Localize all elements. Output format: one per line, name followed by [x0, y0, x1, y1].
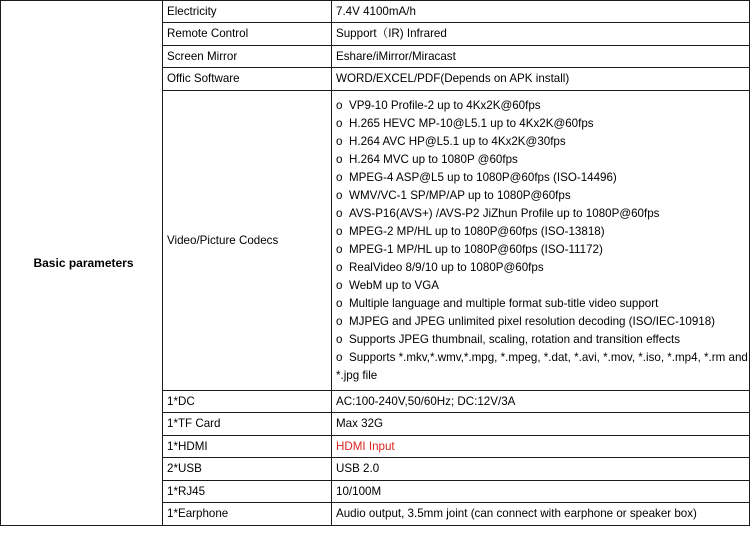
row-value: 7.4V 4100mA/h: [332, 1, 750, 23]
list-item: [336, 349, 749, 385]
list-item: [336, 313, 749, 331]
row-label: Electricity: [163, 1, 332, 23]
list-item: [336, 187, 749, 205]
row-label: 1*RJ45: [163, 481, 332, 503]
bullet-icon: o: [336, 278, 343, 292]
bullet-icon: o: [336, 206, 343, 220]
list-item: [336, 241, 749, 259]
bullet-icon: o: [336, 152, 343, 166]
row-label: 1*Earphone: [163, 503, 332, 526]
codec-text: H.264 MVC up to 1080P @60fps: [349, 152, 518, 166]
bullet-icon: o: [336, 224, 343, 238]
bullet-icon: o: [336, 260, 343, 274]
list-item: [336, 295, 749, 313]
row-label: Screen Mirror: [163, 46, 332, 68]
table-row: [1, 1, 750, 23]
row-value: 10/100M: [332, 481, 750, 503]
list-item: [336, 169, 749, 187]
codec-text: H.265 HEVC MP-10@L5.1 up to 4Kx2K@60fps: [349, 116, 594, 130]
row-label: 2*USB: [163, 458, 332, 481]
codec-text: Supports *.mkv,*.wmv,*.mpg, *.mpeg, *.dat, *.avi, *.mov, *.iso, *.mp4, *.rm and *.jpg file: [336, 350, 748, 382]
bullet-icon: o: [336, 116, 343, 130]
list-item: [336, 223, 749, 241]
list-item: [336, 259, 749, 277]
row-label: 1*HDMI: [163, 436, 332, 458]
codec-text: Supports JPEG thumbnail, scaling, rotation and transition effects: [349, 332, 681, 346]
codec-text: MPEG-4 ASP@L5 up to 1080P@60fps (ISO-14496): [349, 170, 617, 184]
codecs-cell: [332, 91, 750, 391]
row-value: Eshare/iMirror/Miracast: [332, 46, 750, 68]
bullet-icon: o: [336, 134, 343, 148]
list-item: [336, 331, 749, 349]
row-value: HDMI Input: [332, 436, 750, 458]
codec-text: Multiple language and multiple format sub-title video support: [349, 296, 659, 310]
row-label: Offic Software: [163, 68, 332, 91]
codec-text: AVS-P16(AVS+) /AVS-P2 JiZhun Profile up to 1080P@60fps: [349, 206, 660, 220]
bullet-icon: o: [336, 170, 343, 184]
codec-text: MPEG-1 MP/HL up to 1080P@60fps (ISO-11172): [349, 242, 603, 256]
codec-text: WebM up to VGA: [349, 278, 439, 292]
bullet-icon: o: [336, 332, 343, 346]
codec-text: RealVideo 8/9/10 up to 1080P@60fps: [349, 260, 544, 274]
list-item: [336, 97, 749, 115]
list-item: [336, 277, 749, 295]
codec-text: VP9-10 Profile-2 up to 4Kx2K@60fps: [349, 98, 541, 112]
codec-list: [336, 97, 749, 385]
row-value: Audio output, 3.5mm joint (can connect with earphone or speaker box): [332, 503, 750, 526]
row-label: 1*DC: [163, 391, 332, 413]
list-item: [336, 205, 749, 223]
bullet-icon: o: [336, 242, 343, 256]
row-value: Support（IR) Infrared: [332, 23, 750, 46]
row-value: AC:100-240V,50/60Hz; DC:12V/3A: [332, 391, 750, 413]
codec-text: MPEG-2 MP/HL up to 1080P@60fps (ISO-13818): [349, 224, 605, 238]
bullet-icon: o: [336, 98, 343, 112]
row-value: Max 32G: [332, 413, 750, 436]
row-label: 1*TF Card: [163, 413, 332, 436]
row-value: USB 2.0: [332, 458, 750, 481]
list-item: [336, 133, 749, 151]
list-item: [336, 151, 749, 169]
list-item: [336, 115, 749, 133]
row-value: WORD/EXCEL/PDF(Depends on APK install): [332, 68, 750, 91]
bullet-icon: o: [336, 350, 343, 364]
codec-text: MJPEG and JPEG unlimited pixel resolution decoding (ISO/IEC-10918): [349, 314, 716, 328]
bullet-icon: o: [336, 314, 343, 328]
bullet-icon: o: [336, 296, 343, 310]
bullet-icon: o: [336, 188, 343, 202]
codec-text: WMV/VC-1 SP/MP/AP up to 1080P@60fps: [349, 188, 571, 202]
section-label: Basic parameters: [1, 1, 163, 526]
codec-text: H.264 AVC HP@L5.1 up to 4Kx2K@30fps: [349, 134, 566, 148]
row-label: Remote Control: [163, 23, 332, 46]
codecs-label: Video/Picture Codecs: [163, 91, 332, 391]
